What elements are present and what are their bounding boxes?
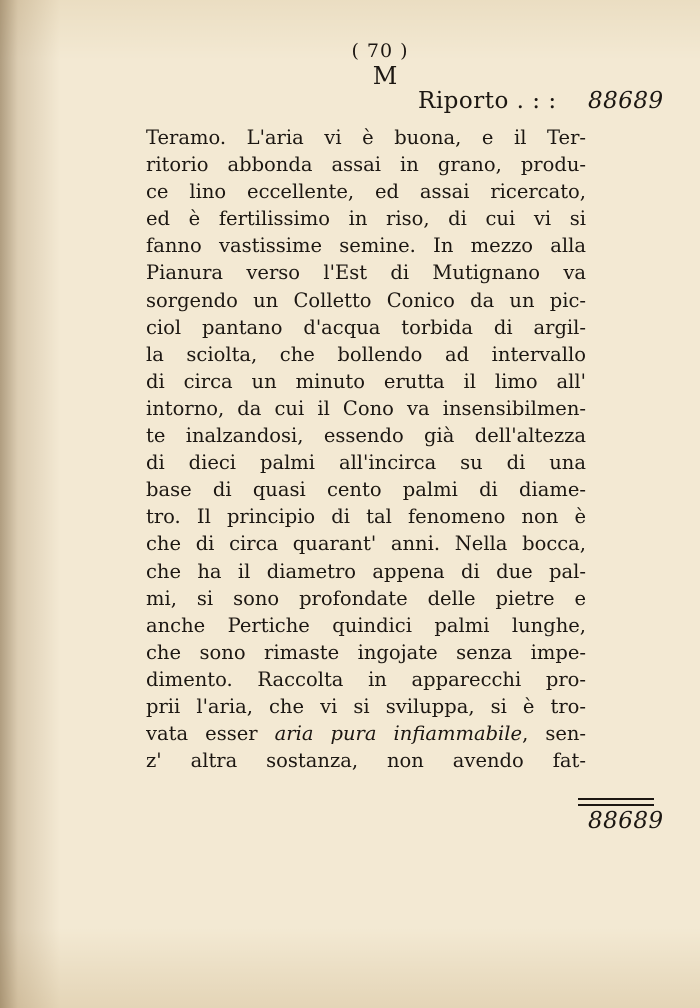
text-line-mixed bbox=[146, 720, 586, 747]
text-line: Pianura verso l'Est di Mutignano va bbox=[146, 261, 586, 285]
text-line: di dieci palmi all'incirca su di una bbox=[146, 451, 586, 475]
text-line: dimento. Raccolta in apparecchi pro- bbox=[146, 667, 586, 691]
text-line: tro. Il principio di tal fenomeno non è bbox=[146, 505, 586, 529]
text-line: che di circa quarant' anni. Nella bocca, bbox=[146, 532, 586, 556]
carry-forward-value: 88689 bbox=[588, 88, 664, 114]
text-line: che ha il diametro appena di due pal- bbox=[146, 559, 586, 583]
text-line: base di quasi cento palmi di diame- bbox=[146, 478, 586, 502]
text-line: la sciolta, che bollendo ad intervallo bbox=[146, 342, 586, 366]
body-text bbox=[146, 124, 586, 774]
text-line: z' altra sostanza, non avendo fat- bbox=[146, 749, 586, 773]
text-line: te inalzandosi, essendo già dell'altezza bbox=[146, 424, 586, 448]
italic-term: aria pura infiammabile bbox=[274, 722, 523, 746]
signature-mark: M bbox=[372, 62, 398, 90]
text-line: intorno, da cui il Cono va insensibilmen- bbox=[146, 396, 586, 420]
carry-forward-label: Riporto . : : bbox=[418, 88, 557, 114]
text-line: mi, si sono profondate delle pietre e bbox=[146, 586, 586, 610]
carry-total-value: 88689 bbox=[588, 808, 664, 834]
text-line: Teramo. L'aria vi è buona, e il Ter- bbox=[146, 126, 586, 149]
text-line: ce lino eccellente, ed assai ricercato, bbox=[146, 180, 586, 204]
text-line: ritorio abbonda assai in grano, produ- bbox=[146, 153, 586, 177]
text-line: anche Pertiche quindici palmi lunghe, bbox=[146, 613, 586, 637]
text-line: che sono rimaste ingojate senza impe- bbox=[146, 640, 586, 664]
text-line: prii l'aria, che vi si sviluppa, si è tro- bbox=[146, 694, 586, 718]
text-line: sorgendo un Colletto Conico da un pic- bbox=[146, 288, 586, 312]
text-line: ed è fertilissimo in riso, di cui vi si bbox=[146, 207, 586, 231]
sum-rule bbox=[578, 798, 654, 800]
sum-rule bbox=[578, 804, 654, 806]
text-line: ciol pantano d'acqua torbida di argil- bbox=[146, 315, 586, 339]
text-segment: vata esser bbox=[146, 722, 258, 746]
page-number: ( 70 ) bbox=[351, 40, 409, 62]
text-line: fanno vastissime semine. In mezzo alla bbox=[146, 234, 586, 258]
text-line: di circa un minuto erutta il limo all' bbox=[146, 369, 586, 393]
text-segment: , sen- bbox=[522, 722, 586, 746]
